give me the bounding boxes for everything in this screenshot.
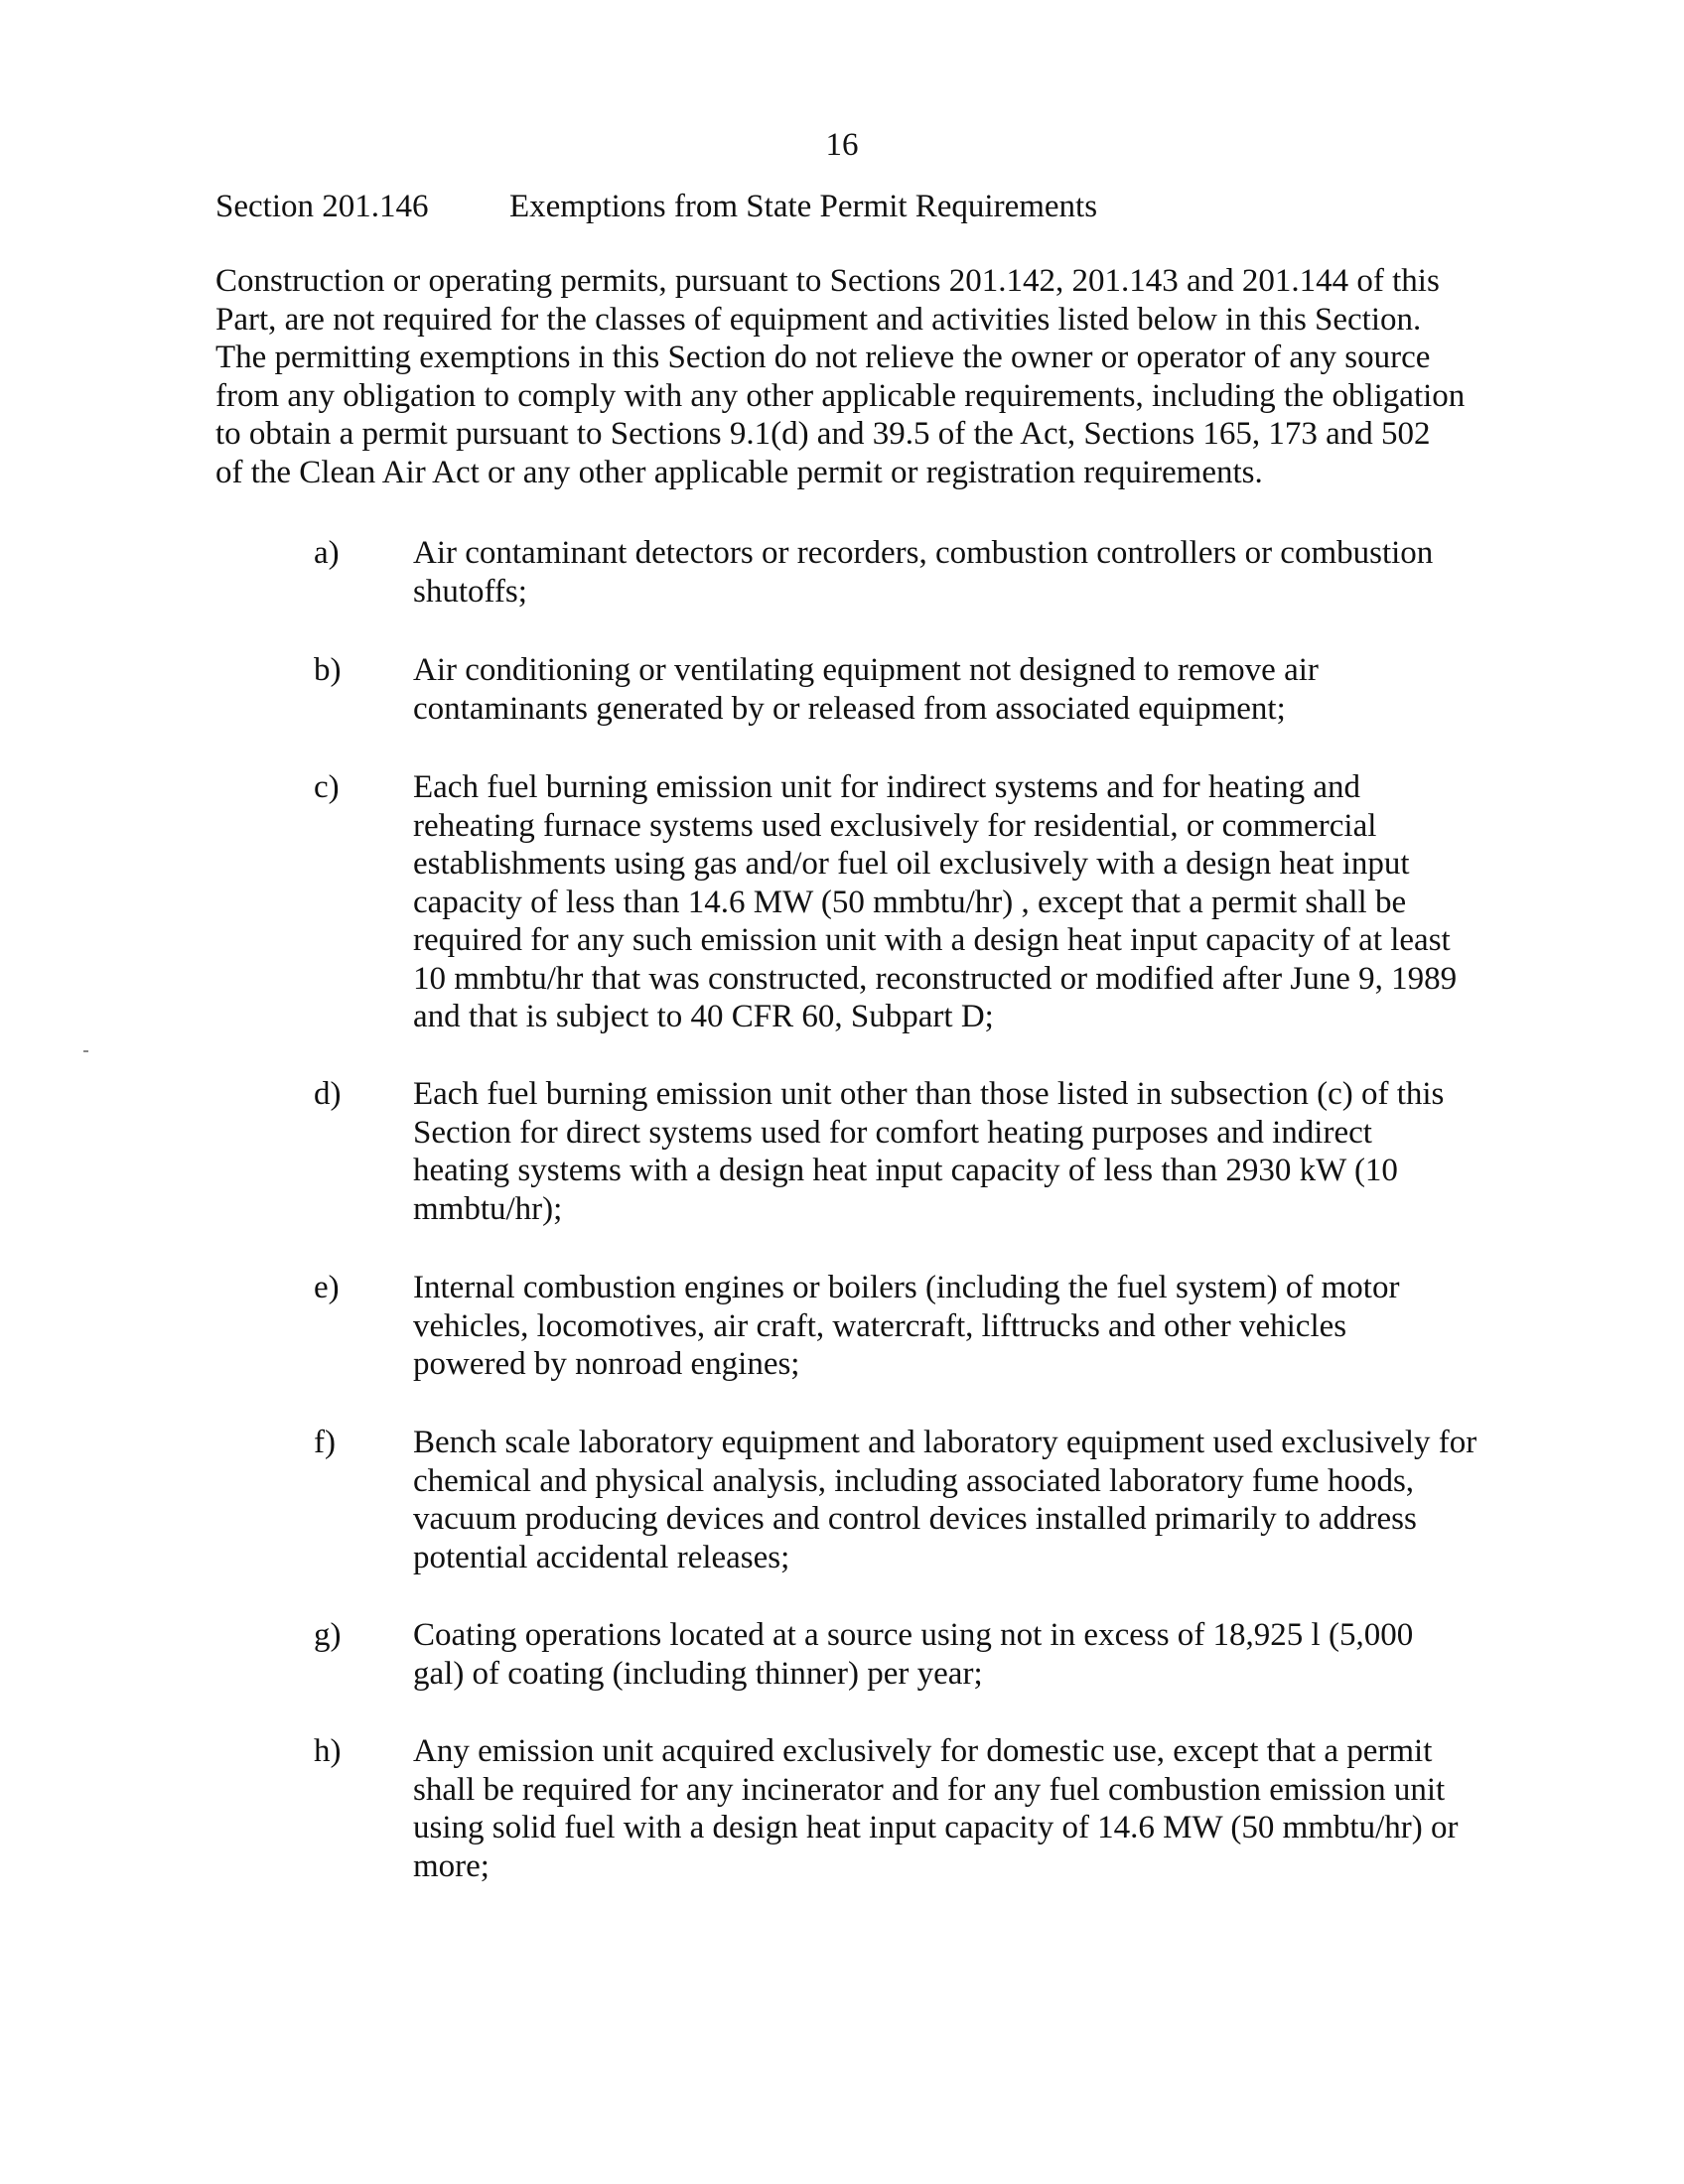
item-line: Bench scale laboratory equipment and laboratory equipment used exclusively for — [413, 1425, 1477, 1460]
page-number: 16 — [825, 127, 859, 163]
item-text — [413, 1424, 1545, 1576]
item-line: shall be required for any incinerator and for any fuel combustion emission unit — [413, 1771, 1446, 1808]
item-label: f) — [314, 1425, 336, 1460]
item-line: potential accidental releases; — [413, 1539, 790, 1575]
item-line: and that is subject to 40 CFR 60, Subpart D; — [413, 999, 994, 1034]
item-line: chemical and physical analysis, including associated laboratory fume hoods, — [413, 1462, 1415, 1499]
item-line: Each fuel burning emission unit for indirect systems and for heating and — [413, 769, 1361, 805]
item-line: more; — [413, 1847, 490, 1884]
section-title: Exemptions from State Permit Requirements — [509, 189, 1098, 224]
intro-line: The permitting exemptions in this Section do not relieve the owner or operator of any source — [215, 340, 1431, 375]
item-text — [413, 534, 1545, 611]
item-line: powered by nonroad engines; — [413, 1346, 800, 1382]
intro-line: Part, are not required for the classes of equipment and activities listed below in this Section. — [215, 301, 1422, 338]
item-line: heating systems with a design heat input capacity of less than 2930 kW (10 — [413, 1153, 1398, 1188]
item-text — [413, 1732, 1545, 1885]
item-line: capacity of less than 14.6 MW (50 mmbtu/hr) , except that a permit shall be — [413, 884, 1407, 920]
item-line: vehicles, locomotives, air craft, watercraft, lifttrucks and other vehicles — [413, 1307, 1347, 1344]
item-label: a) — [314, 535, 340, 571]
item-line: using solid fuel with a design heat input capacity of 14.6 MW (50 mmbtu/hr) or — [413, 1810, 1459, 1845]
item-text — [413, 651, 1545, 728]
item-line: Section for direct systems used for comfort heating purposes and indirect — [413, 1114, 1372, 1151]
intro-line: of the Clean Air Act or any other applicable permit or registration requirements. — [215, 454, 1263, 490]
item-line: required for any such emission unit with a design heat input capacity of at least — [413, 922, 1451, 958]
item-line: Air contaminant detectors or recorders, combustion controllers or combustion — [413, 535, 1434, 571]
item-label: e) — [314, 1270, 340, 1305]
section-number: Section 201.146 — [215, 189, 429, 224]
item-line: Internal combustion engines or boilers (including the fuel system) of motor — [413, 1270, 1400, 1305]
item-label: b) — [314, 652, 342, 688]
item-label: g) — [314, 1617, 342, 1653]
item-line: gal) of coating (including thinner) per year; — [413, 1655, 983, 1692]
item-line: contaminants generated by or released from associated equipment; — [413, 690, 1286, 727]
item-line: establishments using gas and/or fuel oil exclusively with a design heat input — [413, 846, 1410, 882]
section-heading — [215, 187, 1506, 226]
item-line: shutoffs; — [413, 573, 527, 610]
item-line: 10 mmbtu/hr that was constructed, reconstructed or modified after June 9, 1989 — [413, 960, 1458, 997]
item-label: d) — [314, 1076, 342, 1112]
item-line: reheating furnace systems used exclusively for residential, or commercial — [413, 807, 1377, 844]
item-label: h) — [314, 1733, 342, 1769]
item-line: Any emission unit acquired exclusively for domestic use, except that a permit — [413, 1733, 1433, 1769]
intro-paragraph — [215, 262, 1506, 491]
item-text — [413, 1075, 1545, 1228]
item-text — [413, 768, 1545, 1036]
item-line: Coating operations located at a source using not in excess of 18,925 l (5,000 — [413, 1617, 1414, 1653]
item-line: vacuum producing devices and control devices installed primarily to address — [413, 1501, 1417, 1537]
intro-line: to obtain a permit pursuant to Sections 9.1(d) and 39.5 of the Act, Sections 165, 173 and 502 — [215, 416, 1431, 452]
intro-line: from any obligation to comply with any other applicable requirements, including the obligation — [215, 377, 1466, 414]
item-line: mmbtu/hr); — [413, 1190, 563, 1227]
item-text — [413, 1616, 1545, 1693]
item-label: c) — [314, 769, 340, 805]
item-text — [413, 1269, 1545, 1384]
scan-speck — [83, 1050, 88, 1052]
intro-line: Construction or operating permits, pursuant to Sections 201.142, 201.143 and 201.144 of this — [215, 263, 1440, 299]
item-line: Each fuel burning emission unit other than those listed in subsection (c) of this — [413, 1076, 1445, 1112]
item-line: Air conditioning or ventilating equipment not designed to remove air — [413, 652, 1319, 688]
